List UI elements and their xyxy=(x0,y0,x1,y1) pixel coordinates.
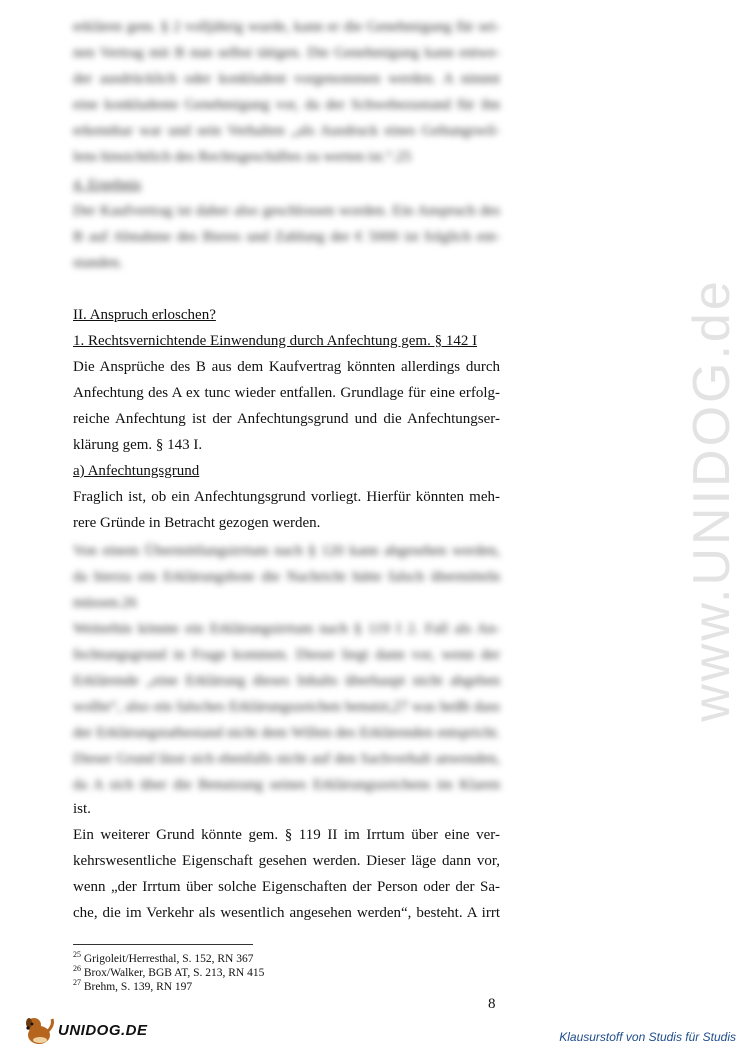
blurred-text-line: lens hinsichtlich des Rechtsgeschäftes zu werten ist.“.25 xyxy=(73,149,412,165)
footnote: $^{27}$ Brehm, S. 139, RN 197 xyxy=(73,978,193,993)
blurred-text-line: Weiterhin könnte ein Erklärungsirrtum nach § 119 I 2. Fall als An- xyxy=(73,621,500,637)
paragraph-line: kehrswesentliche Eigenschaft gesehen werden. Dieser läge dann vor, xyxy=(73,853,500,869)
paragraph-line: che, die im Verkehr als wesentlich angesehen werden“, besteht. A irrt xyxy=(73,905,500,921)
footnote-divider xyxy=(73,944,253,945)
paragraph-line: rere Gründe in Betracht gezogen werden. xyxy=(73,515,321,531)
blurred-text-line: müssen.26 xyxy=(73,595,137,611)
blurred-text-line: da A sich über die Benutzung seines Erklärungszeichens im Klaren xyxy=(73,777,500,793)
paragraph-line: Anfechtung des A ex tunc wieder entfallen. Grundlage für eine erfolg- xyxy=(73,385,500,401)
paragraph-line: Fraglich ist, ob ein Anfechtungsgrund vorliegt. Hierfür könnten meh- xyxy=(73,489,500,505)
paragraph-line: ist. xyxy=(73,801,91,817)
blurred-text-line: da hierzu ein Erklärungsbote die Nachricht hätte falsch übermitteln xyxy=(73,569,500,585)
footnote: $^{25}$ Grigoleit/Herresthal, S. 152, RN 367 xyxy=(73,950,254,965)
logo-text: UNIDOG.DE xyxy=(58,1021,148,1039)
blurred-text-line: fechtungsgrund in Frage kommen. Dieser liegt dann vor, wenn der xyxy=(73,647,500,663)
subsection-heading: 1. Rechtsvernichtende Einwendung durch Anfechtung gem. § 142 I xyxy=(73,333,478,349)
footnote: $^{26}$ Brox/Walker, BGB AT, S. 213, RN 415 xyxy=(73,964,265,979)
subsection-heading: a) Anfechtungsgrund xyxy=(73,463,200,479)
blurred-text-line: eine konkludente Genehmigung vor, da der Schwebezustand für ihn xyxy=(73,97,500,113)
tagline: Klausurstoff von Studis für Studis xyxy=(559,1030,736,1044)
blurred-text-line: erkennbar war und sein Verhalten „als Ausdruck eines Geltungswil- xyxy=(73,123,500,139)
dog-icon xyxy=(22,1013,56,1047)
blurred-text-line: Dieser Grund lässt sich ebenfalls nicht auf den Sachverhalt anwenden, xyxy=(73,751,500,767)
blurred-text-line: wollte“, also ein falsches Erklärungszeichen benutzt,27 was heißt dass xyxy=(73,699,500,715)
blurred-text-line: B auf Abnahme des Bieres und Zahlung der € 5000 ist folglich ent- xyxy=(73,229,500,245)
paragraph-line: klärung gem. § 143 I. xyxy=(73,437,203,453)
blurred-text-line: erklären gem. § 2 volljährig wurde, kann er die Genehmigung für sei- xyxy=(73,19,500,35)
blurred-text-line: der Erklärungstatbestand nicht dem Willen des Erklärenden entspricht. xyxy=(73,725,500,741)
blurred-text-line: Erklärende „eine Erklärung dieses Inhalts überhaupt nicht abgeben xyxy=(73,673,500,689)
blurred-text-line: Der Kaufvertrag ist daher also geschlossen worden. Ein Anspruch des xyxy=(73,203,500,219)
paragraph-line: wenn „der Irrtum über solche Eigenschaften der Person oder der Sa- xyxy=(73,879,500,895)
section-heading: II. Anspruch erloschen? xyxy=(73,307,216,323)
paragraph-line: Die Ansprüche des B aus dem Kaufvertrag könnten allerdings durch xyxy=(73,359,500,375)
blurred-text-line: nen Vertrag mit B nun selbst tätigen. Die Genehmigung kann entwe- xyxy=(73,45,500,61)
paragraph-line: Ein weiterer Grund könnte gem. § 119 II im Irrtum über eine ver- xyxy=(73,827,500,843)
blurred-text-line: der ausdrücklich oder konkludent vorgenommen werden. A nimmt xyxy=(73,71,500,87)
paragraph-line: reiche Anfechtung ist der Anfechtungsgrund und die Anfechtungser- xyxy=(73,411,500,427)
unidog-logo xyxy=(22,1013,148,1047)
blurred-heading: 4. Ergebnis xyxy=(73,177,142,193)
watermark: www.UNIDOG.de xyxy=(683,278,741,722)
page-number: 8 xyxy=(488,996,496,1012)
blurred-text-line: standen. xyxy=(73,255,123,271)
blurred-text-line: Von einem Übermittlungsirrtum nach § 120 kann abgesehen werden, xyxy=(73,543,500,559)
